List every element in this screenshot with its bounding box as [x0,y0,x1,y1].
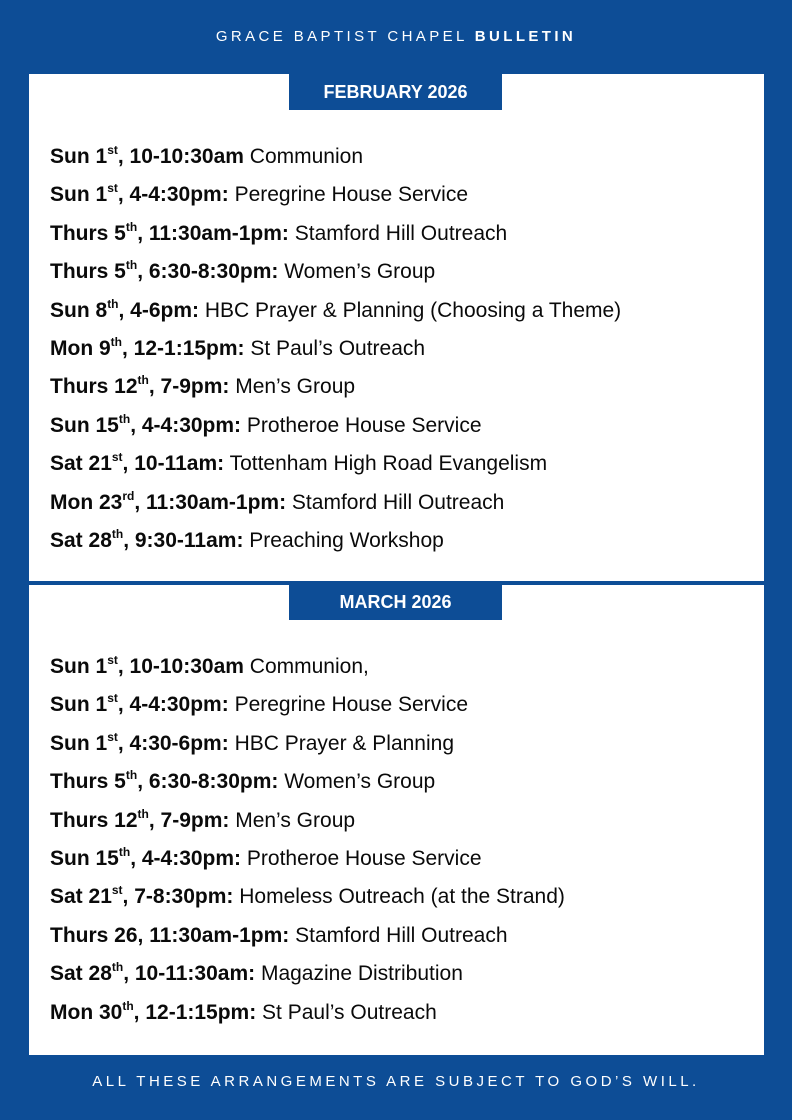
event-time: , 7-8:30pm: [122,885,234,909]
event-description: Stamford Hill Outreach [289,923,508,947]
event-time: , 4-4:30pm: [130,846,242,870]
bulletin-header [0,28,792,45]
event-day-suffix: th [137,806,149,821]
event-item [50,176,621,214]
event-time: , 10-10:30am [117,655,244,678]
event-description: HBC Prayer & Planning (Choosing a Theme) [199,298,622,322]
event-when [50,488,287,514]
event-time: , 6:30-8:30pm: [137,770,279,794]
event-item [50,368,621,406]
event-when [50,693,229,716]
event-description: Communion, [243,655,369,678]
event-time: , 4-4:30pm: [117,693,229,717]
event-day: Mon 23 [50,490,123,514]
month-title: MARCH 2026 [289,584,502,620]
event-day: Sun 1 [50,145,108,168]
event-day: Thurs 26 [50,923,138,947]
event-day-suffix: st [107,691,118,706]
event-item [50,725,565,763]
event-time: , 11:30am-1pm: [134,490,287,514]
event-time: , 6:30-8:30pm: [137,260,279,284]
event-description: Women’s Group [278,260,436,284]
event-when [50,844,242,870]
event-description: Protheroe House Service [241,846,482,870]
event-item [50,292,621,330]
event-day-suffix: st [107,729,118,744]
event-item [50,215,621,253]
event-item [50,955,565,993]
event-day: Thurs 12 [50,375,138,399]
event-description: HBC Prayer & Planning [228,731,455,755]
event-description: Peregrine House Service [228,183,469,207]
february-panel [29,74,764,581]
event-item [50,802,565,840]
event-time: , 11:30am-1pm: [137,221,289,245]
event-time: , 4-4:30pm: [130,413,242,437]
event-day-suffix: th [111,960,124,975]
event-day: Sun 15 [50,846,119,870]
event-when [50,183,229,206]
event-when [50,885,233,908]
month-title: FEBRUARY 2026 [289,74,502,110]
event-day-suffix: th [125,768,138,783]
event-day-suffix: th [125,258,138,273]
event-time: , 9:30-11am: [123,528,244,552]
church-name: GRACE BAPTIST CHAPEL [215,28,468,45]
event-item [50,917,565,955]
event-description: Magazine Distribution [255,962,463,986]
event-item [50,522,621,560]
event-day: Sun 8 [50,298,108,322]
bulletin-label: BULLETIN [474,28,577,45]
event-description: Stamford Hill Outreach [286,490,505,514]
event-day: Sat 21 [50,885,112,909]
event-item [50,994,565,1032]
event-description: St Paul’s Outreach [244,336,426,360]
event-day-suffix: st [111,450,123,465]
event-description: St Paul’s Outreach [256,1000,437,1024]
event-description: Communion [243,145,364,168]
event-description: Tottenham High Road Evangelism [224,452,548,476]
event-when [50,924,289,947]
event-item [50,330,621,368]
event-when [50,526,244,552]
event-time: , 12-1:15pm: [133,1000,257,1024]
event-when [50,770,278,793]
event-day-suffix: rd [122,488,135,503]
event-day: Sat 28 [50,528,112,552]
event-list [50,138,621,560]
event-time: , 4-6pm: [118,298,200,322]
event-item [50,407,621,445]
event-time: , 4-4:30pm: [117,183,229,207]
event-list [50,648,565,1032]
event-when [50,260,278,283]
event-day-suffix: th [122,998,134,1013]
event-day: Sun 1 [50,655,108,678]
event-day: Mon 30 [50,1000,123,1024]
event-day-suffix: st [107,181,118,196]
event-item [50,840,565,878]
event-item [50,878,565,916]
event-time: , 7-9pm: [148,375,230,399]
event-day-suffix: th [125,219,138,234]
event-day-suffix: th [118,844,131,859]
footer-note: ALL THESE ARRANGEMENTS ARE SUBJECT TO GOD’S WILL. [92,1073,700,1090]
event-when [50,334,245,360]
event-description: Stamford Hill Outreach [288,221,508,245]
event-day: Sun 15 [50,413,119,437]
event-description: Protheroe House Service [241,413,482,437]
event-when [50,729,229,755]
event-day-suffix: th [137,373,149,388]
event-when [50,219,289,245]
event-day: Thurs 12 [50,808,138,832]
event-day: Mon 9 [50,336,111,360]
event-day: Sun 1 [50,731,108,755]
event-description: Men’s Group [229,375,356,399]
event-day-suffix: th [111,526,124,541]
event-time: , 10-10:30am [117,145,244,168]
event-when [50,145,244,168]
event-day: Sun 1 [50,693,108,717]
event-description: Peregrine House Service [228,693,469,717]
event-day-suffix: th [110,334,122,349]
event-day-suffix: th [107,296,119,311]
event-when [50,411,242,437]
event-item [50,445,621,483]
event-item [50,138,621,176]
event-description: Women’s Group [278,770,436,794]
event-day-suffix: st [107,143,118,157]
event-time: , 11:30am-1pm: [137,923,290,947]
event-time: , 12-1:15pm: [122,336,245,360]
event-day: Thurs 5 [50,260,126,284]
event-item [50,686,565,724]
event-day-suffix: st [111,883,123,898]
event-description: Homeless Outreach (at the Strand) [233,885,565,909]
event-item [50,763,565,801]
event-description: Preaching Workshop [243,528,444,552]
event-day: Sun 1 [50,183,108,207]
event-when [50,375,229,398]
event-item [50,484,621,522]
event-time: , 10-11am: [122,452,225,476]
event-when [50,998,257,1024]
event-when [50,452,224,475]
event-when [50,962,255,985]
event-day-suffix: st [107,653,118,667]
event-day: Sat 28 [50,962,112,986]
event-time: , 10-11:30am: [123,962,256,986]
event-item [50,253,621,291]
event-description: Men’s Group [229,808,356,832]
event-time: , 4:30-6pm: [117,731,229,755]
event-day: Sat 21 [50,452,112,476]
event-item [50,648,565,686]
event-day-suffix: th [118,411,131,426]
event-day: Thurs 5 [50,221,126,245]
event-when [50,655,244,678]
event-when [50,806,230,832]
march-panel [29,585,764,1055]
event-time: , 7-9pm: [148,808,230,832]
event-day: Thurs 5 [50,770,126,794]
event-when [50,296,200,322]
